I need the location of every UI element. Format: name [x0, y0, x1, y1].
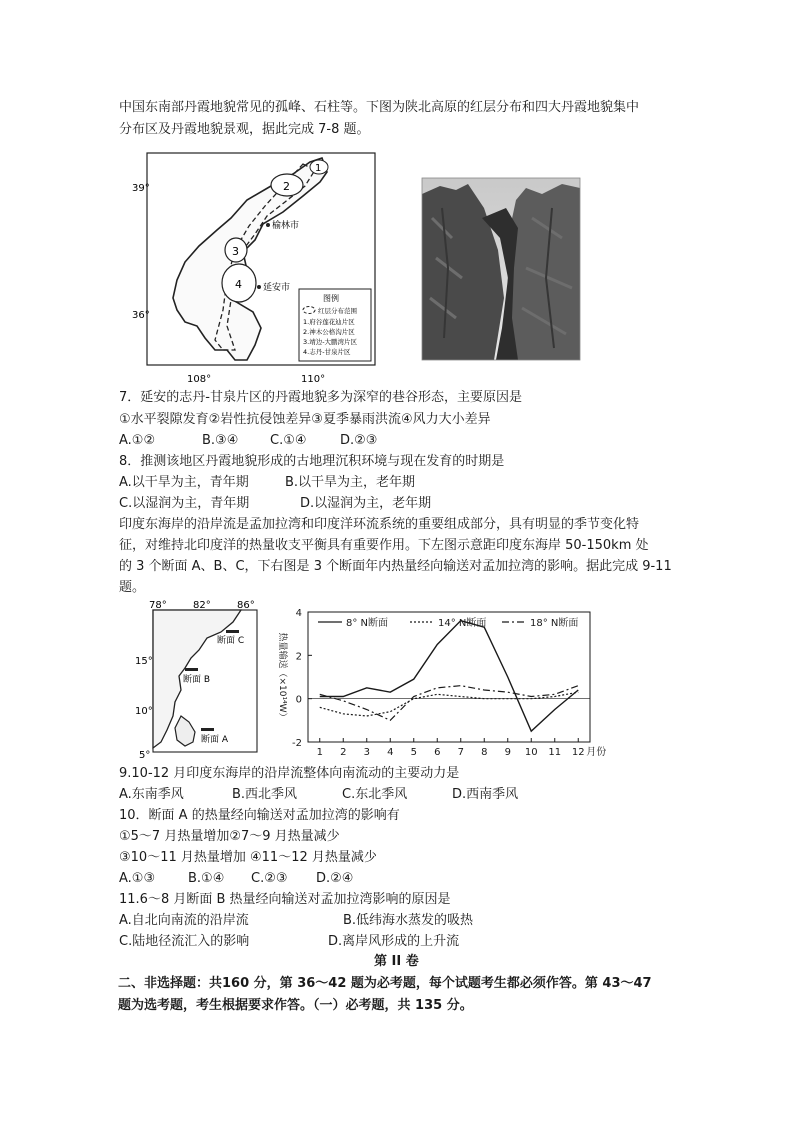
y-tick-label: -2	[292, 738, 302, 749]
q10-option-b[interactable]: B.①④	[188, 871, 225, 886]
q11-option-d[interactable]: D.离岸风形成的上升流	[328, 934, 460, 949]
zone-label-2: 2	[283, 180, 290, 193]
q9-option-c[interactable]: C.东北季风	[342, 787, 408, 802]
danxia-photo	[422, 178, 580, 360]
q7-statements: ①水平裂隙发育②岩性抗侵蚀差异③夏季暴雨洪流④风力大小差异	[119, 412, 491, 427]
x-tick-label: 3	[363, 747, 370, 758]
x-tick-label: 9	[504, 747, 511, 758]
q7-option-c[interactable]: C.①④	[270, 433, 307, 448]
q10-stem: 10．断面 A 的热量经向输送对孟加拉湾的影响有	[119, 808, 400, 823]
x-tick-label: 7	[457, 747, 464, 758]
legend-item-4: 4.志丹-甘泉片区	[303, 348, 351, 356]
q7-option-d[interactable]: D.②③	[340, 433, 378, 448]
city-yulin: 榆林市	[272, 221, 300, 231]
q9-option-b[interactable]: B.西北季风	[232, 787, 298, 802]
q8-option-a[interactable]: A.以干旱为主，青年期	[119, 475, 249, 490]
legend-title: 图例	[323, 294, 339, 303]
q8-option-b[interactable]: B.以干旱为主，老年期	[285, 475, 416, 490]
zone-label-1: 1	[315, 163, 322, 174]
intro2-line4: 题。	[119, 580, 146, 595]
q10-statement-2: ③10～11 月热量增加 ④11～12 月热量减少	[119, 850, 377, 865]
q9-option-a[interactable]: A.东南季风	[119, 787, 184, 802]
x-tick-label: 11	[548, 747, 562, 758]
section-b-label: 断面 B	[183, 675, 211, 685]
q8-option-c[interactable]: C.以湿润为主，青年期	[119, 496, 250, 511]
india-coast-map	[133, 598, 265, 760]
lat-10-label: 10°	[135, 706, 153, 717]
lon-78-label: 78°	[149, 600, 167, 611]
q11-option-a[interactable]: A.自北向南流的沿岸流	[119, 913, 249, 928]
city-yanan: 延安市	[263, 283, 291, 293]
intro2-line3: 的 3 个断面 A、B、C，下右图是 3 个断面年内热量经向输送对孟加拉湾的影响。据此完成 9-11	[119, 559, 672, 574]
intro1-line1: 中国东南部丹霞地貌常见的孤峰、石柱等。下图为陕北高原的红层分布和四大丹霞地貌集中	[119, 100, 640, 115]
y-tick-label: 0	[295, 694, 302, 706]
q7-option-b[interactable]: B.③④	[202, 433, 239, 448]
zone-label-4: 4	[235, 278, 242, 291]
q9-option-d[interactable]: D.西南季风	[452, 787, 519, 802]
legend-label-3: 18° N断面	[530, 618, 579, 629]
q8-stem: 8．推测该地区丹霞地貌形成的古地理沉积环境与现在发育的时期是	[119, 454, 505, 469]
lon-86-label: 86°	[237, 600, 255, 611]
q10-option-a[interactable]: A.①③	[119, 871, 156, 886]
legend-item-2: 2.神木公格沟片区	[303, 328, 355, 336]
x-tick-label: 4	[387, 747, 394, 758]
intro1-line2: 分布区及丹霞地貌景观，据此完成 7-8 题。	[119, 122, 370, 137]
q8-option-d[interactable]: D.以湿润为主，老年期	[300, 496, 432, 511]
legend-item-3: 3.靖边-大鹏湾片区	[303, 338, 358, 346]
legend-label-1: 8° N断面	[346, 618, 389, 629]
y-tick-label: 2	[295, 651, 302, 663]
section-a-label: 断面 A	[201, 735, 229, 745]
intro2-line1: 印度东海岸的沿岸流是孟加拉湾和印度洋环流系统的重要组成部分，具有明显的季节变化特	[119, 517, 640, 532]
q9-stem: 9.10-12 月印度东海岸的沿岸流整体向南流动的主要动力是	[119, 766, 460, 781]
q7-option-a[interactable]: A.①②	[119, 433, 156, 448]
q11-stem: 11.6～8 月断面 B 热量经向输送对孟加拉湾影响的原因是	[119, 892, 451, 907]
y-tick-label: 4	[295, 608, 302, 619]
lon-82-label: 82°	[193, 600, 211, 611]
q11-option-b[interactable]: B.低纬海水蒸发的吸热	[343, 913, 474, 928]
legend-item-1: 1.府谷莲花辿片区	[303, 318, 355, 326]
x-tick-label: 2	[340, 747, 347, 758]
part2-instructions-line2: 题为选考题，考生根据要求作答。（一）必考题，共 135 分。	[118, 998, 473, 1013]
lat-39-label: 39°	[132, 183, 150, 194]
intro2-line2: 征，对维持北印度洋的热量收支平衡具有重要作用。下左图示意距印度东海岸 50-150km 处	[119, 538, 649, 553]
zone-label-3: 3	[232, 245, 239, 258]
x-tick-label: 5	[410, 747, 417, 758]
x-tick-label: 6	[434, 747, 441, 758]
q10-statement-1: ①5～7 月热量增加②7～9 月热量减少	[119, 829, 340, 844]
y-axis-label: 热量输送（×10¹⁴W）	[277, 632, 287, 722]
q11-option-c[interactable]: C.陆地径流汇入的影响	[119, 934, 250, 949]
lat-36-label: 36°	[132, 310, 150, 321]
shaanbei-map	[132, 150, 380, 386]
legend-item-redbed: 红层分布范围	[318, 307, 357, 315]
legend-label-2: 14° N断面	[438, 618, 487, 629]
lat-5-label: 5°	[139, 750, 151, 761]
q10-option-c[interactable]: C.②③	[251, 871, 288, 886]
x-tick-label: 1	[316, 747, 323, 758]
section-c-label: 断面 C	[217, 636, 245, 646]
part2-title: 第 II 卷	[374, 954, 419, 969]
x-tick-label: 8	[481, 747, 488, 758]
lon-108-label: 108°	[187, 374, 212, 385]
heat-transport-chart	[268, 604, 638, 766]
lon-110-label: 110°	[301, 374, 326, 385]
q7-stem: 7．延安的志丹-甘泉片区的丹霞地貌多为深窄的巷谷形态，主要原因是	[119, 390, 522, 405]
x-tick-label: 10	[524, 747, 538, 758]
part2-instructions-line1: 二、非选择题：共160 分，第 36～42 题为必考题，每个试题考生都必须作答。第 43～47	[118, 976, 652, 991]
x-tick-label: 12	[571, 747, 585, 758]
x-axis-label: 月份	[586, 747, 607, 758]
q10-option-d[interactable]: D.②④	[316, 871, 354, 886]
lat-15-label: 15°	[135, 656, 153, 667]
